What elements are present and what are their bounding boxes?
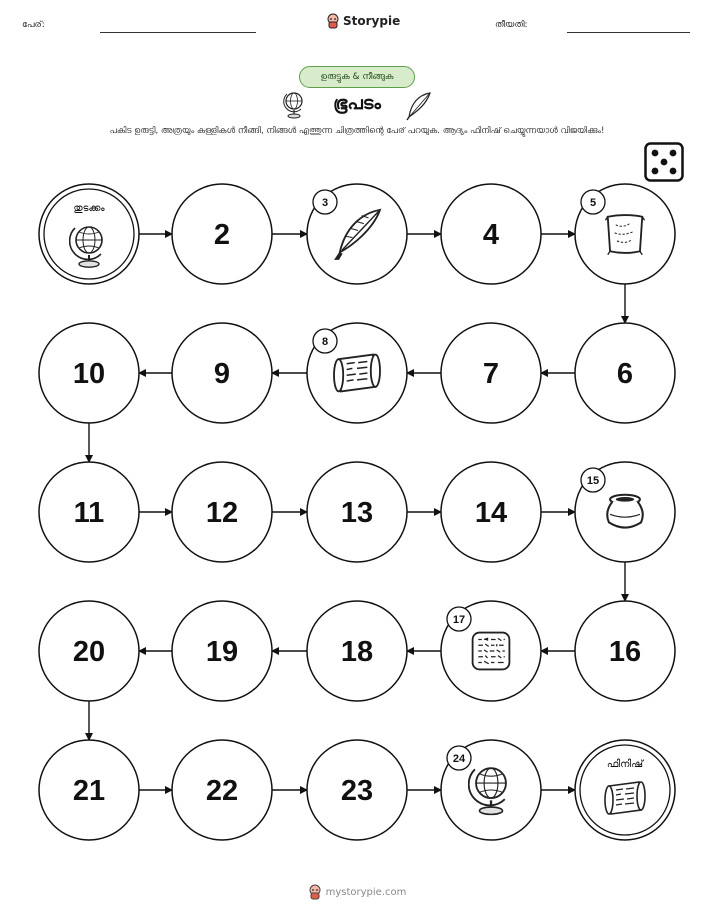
board-cell-13[interactable] — [307, 462, 407, 562]
cell-number: 19 — [205, 636, 239, 668]
cell-number: 2 — [213, 219, 231, 251]
footer — [0, 884, 714, 900]
cell-number: 22 — [205, 775, 239, 807]
board-cell-16[interactable] — [575, 601, 675, 701]
cell-number: 21 — [72, 775, 106, 807]
cell-number: 13 — [340, 497, 374, 529]
storypie-mascot-icon — [308, 884, 322, 900]
board-cell-6[interactable] — [575, 323, 675, 423]
board-cell-8[interactable] — [307, 323, 407, 423]
cell-number: 24 — [452, 753, 466, 765]
cell-number: 17 — [452, 614, 466, 626]
board-cell-3[interactable] — [307, 184, 407, 284]
cell-number: 15 — [586, 475, 600, 487]
board-cell-10[interactable] — [39, 323, 139, 423]
footer-site-link[interactable]: mystorypie.com — [325, 886, 407, 898]
cell-number: 5 — [589, 197, 597, 209]
name-label: പേര്: — [22, 20, 45, 30]
board-cell-15[interactable] — [575, 462, 675, 562]
cell-number: 23 — [340, 775, 374, 807]
board-cell-2[interactable] — [172, 184, 272, 284]
instructions-text: പകിട ഉരുട്ടി, അത്രയും കള്ളികൾ നീങ്ങി, നിങ്ങൾ എത്തുന്ന ചിത്രത്തിന്റെ പേര് പറയുക. ആദ്യം ഫിനിഷ് ചെയ്യുന്നയാൾ വിജയിക്കും! — [109, 126, 605, 136]
cell-number: 14 — [474, 497, 508, 529]
board-cell-14[interactable] — [441, 462, 541, 562]
cell-number: 11 — [73, 497, 105, 529]
board-cell-4[interactable] — [441, 184, 541, 284]
cell-number: 10 — [72, 358, 106, 390]
cell-number: 3 — [321, 197, 329, 209]
board-cell-19[interactable] — [172, 601, 272, 701]
clay-pot-icon — [607, 495, 643, 528]
board-cell-20[interactable] — [39, 601, 139, 701]
cell-number: 20 — [72, 636, 106, 668]
date-label: തീയതി: — [495, 20, 528, 30]
cell-number: 6 — [616, 358, 634, 390]
cell-number: 18 — [340, 636, 374, 668]
board-cell-12[interactable] — [172, 462, 272, 562]
cell-number: 12 — [205, 497, 239, 529]
cell-number: 9 — [213, 358, 231, 390]
stone-tablet-icon — [473, 633, 510, 670]
game-type-text: ഉരുട്ടുക & നീങ്ങുക — [320, 72, 394, 82]
board-cell-23[interactable] — [307, 740, 407, 840]
brand-name: Storypie — [343, 14, 401, 28]
board-cells — [39, 184, 675, 840]
board-cell-18[interactable] — [307, 601, 407, 701]
board-cell-7[interactable] — [441, 323, 541, 423]
cell-number: 8 — [321, 336, 329, 348]
cell-number: 4 — [482, 219, 500, 251]
board-cell-17[interactable] — [441, 601, 541, 701]
board-cell-11[interactable] — [39, 462, 139, 562]
finish-label: ഫിനിഷ് — [606, 759, 644, 770]
board-cell-25[interactable] — [575, 740, 675, 840]
board-cell-9[interactable] — [172, 323, 272, 423]
page-title: ഭൂപടം — [333, 93, 381, 114]
start-label: തുടക്കം — [73, 203, 105, 214]
scroll-icon — [334, 355, 380, 392]
board-cell-21[interactable] — [39, 740, 139, 840]
board-cell-22[interactable] — [172, 740, 272, 840]
cell-number: 7 — [482, 358, 500, 390]
board-cell-5[interactable] — [575, 184, 675, 284]
parchment-map-icon — [605, 215, 644, 255]
board-cell-1[interactable] — [39, 184, 139, 284]
board-cell-24[interactable] — [441, 740, 541, 840]
scroll-icon — [605, 782, 645, 814]
cell-number: 16 — [608, 636, 642, 668]
